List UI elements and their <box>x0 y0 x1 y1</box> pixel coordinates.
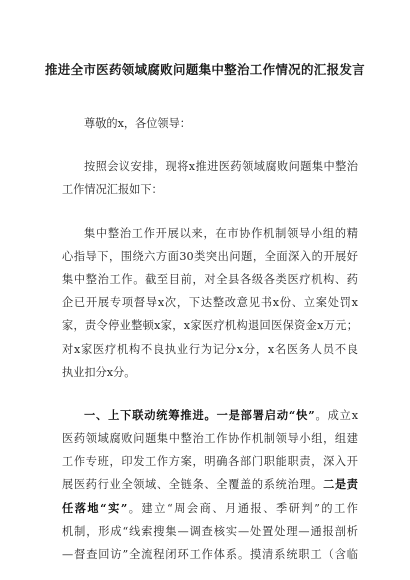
section1-line-6: 机制，形成“线索搜集—调查核实—处置处理—通报剖析 <box>62 524 358 538</box>
section1-line-4 <box>62 473 358 496</box>
section1-line-3: 工作专班，印发工作方案，明确各部门职能职责，深入开 <box>62 455 358 469</box>
subpoint-2-heading-end: 任落地“实” <box>62 500 128 515</box>
section1-line-5 <box>62 497 358 520</box>
section1-line-7: —督查回访”全流程闭环工作体系。摸清系统职工（含临 <box>62 548 358 561</box>
intro-line-1: 按照会议安排，现将x推进医药领域腐败问题集中整治 <box>84 160 358 174</box>
section1-line-1 <box>62 404 358 427</box>
section1-line-5-text: 。建立“周会商、月通报、季研判”的工作 <box>127 501 358 515</box>
document-body <box>62 112 358 566</box>
summary-line-4: 企已开展专项督导x次，下达整改意见书x份、立案处罚x <box>62 296 358 310</box>
section1-heading: 一、上下联动统筹推进。一是部署启动“快” <box>84 407 315 422</box>
section1-line-2: 医药领域腐败问题集中整治工作协作机制领导小组，组建 <box>62 432 358 446</box>
section1-line-4-text: 展医药行业全领域、全链条、全覆盖的系统治理。 <box>62 478 324 492</box>
section1-line-1-text: 。成立x <box>314 408 358 422</box>
summary-line-7: 执业扣分x分。 <box>62 365 136 379</box>
document-title: 推进全市医药领域腐败问题集中整治工作情况的汇报发言 <box>44 62 365 77</box>
summary-line-5: 家，责令停业整顿x家，x家医疗机构退回医保资金x万元； <box>62 319 358 333</box>
greeting-line: 尊敬的x，各位领导： <box>84 117 191 130</box>
intro-line-2: 工作情况汇报如下： <box>62 183 163 197</box>
summary-line-2: 心指导下，围绕六方面30类突出问题，全面深入的开展好 <box>62 249 358 263</box>
subpoint-2-heading-start: 二是责 <box>323 477 358 492</box>
summary-line-6: 对x家医疗机构不良执业行为记分x分，x名医务人员不良 <box>62 342 358 356</box>
summary-line-1: 集中整治工作开展以来，在市协作机制领导小组的精 <box>84 226 358 240</box>
summary-line-3: 集中整治工作。截至目前，对全县各级各类医疗机构、药 <box>62 272 358 286</box>
